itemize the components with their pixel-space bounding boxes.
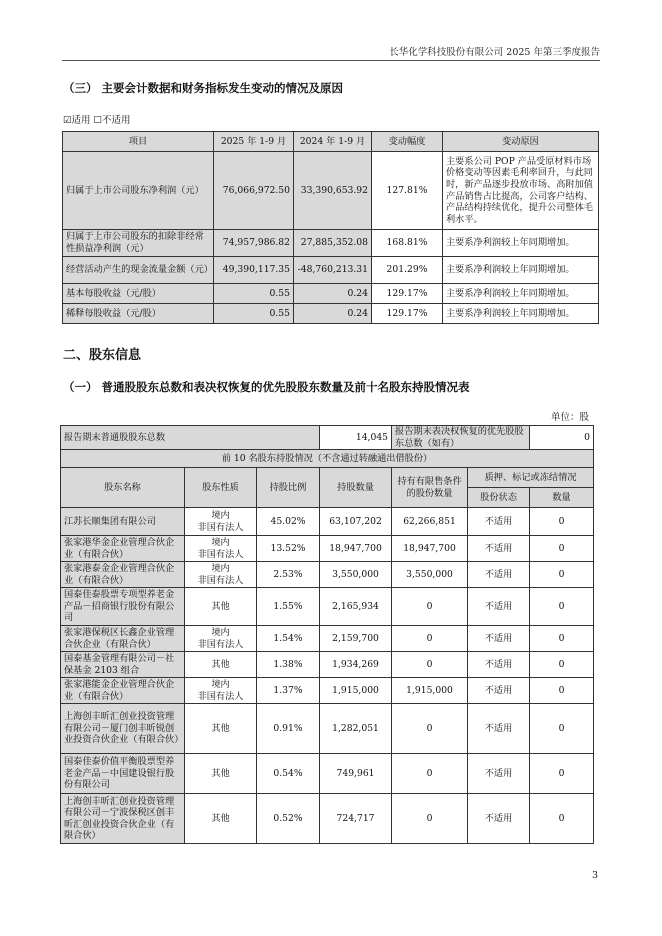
change-rate: 168.81%: [372, 230, 443, 257]
holder-restricted: 0: [392, 588, 468, 626]
total-holders-row: [61, 426, 594, 450]
holder-qty: 2,159,700: [320, 626, 392, 652]
holder-restricted: 0: [392, 626, 468, 652]
holder-restricted: 3,550,000: [392, 562, 468, 588]
header-2024: 2024 年 1-9 月: [294, 132, 372, 152]
table-row: [61, 508, 594, 536]
value-2025: 0.55: [214, 284, 294, 304]
holder-name: 上海创丰昕汇创业投资管理有限公司－宁波保税区创丰昕汇创业投资合伙企业（有限合伙）: [61, 794, 185, 844]
row-label: 归属于上市公司股东的扣除非经常性损益净利润（元）: [63, 230, 214, 257]
holder-pledge-status: 不适用: [468, 754, 530, 794]
holder-pledge-count: 0: [530, 626, 594, 652]
table-row: [63, 152, 599, 230]
holder-nature: 其他: [185, 704, 257, 754]
header-name: 股东名称: [61, 468, 185, 508]
table-row: [61, 704, 594, 754]
holder-ratio: 45.02%: [257, 508, 320, 536]
holder-name: 张家港保税区长鑫企业管理合伙企业（有限合伙）: [61, 626, 185, 652]
holder-nature: 其他: [185, 754, 257, 794]
holder-name: 张家港泰金企业管理合伙企业（有限合伙）: [61, 562, 185, 588]
header-qty: 持股数量: [320, 468, 392, 508]
header-ratio: 持股比例: [257, 468, 320, 508]
page-number: 3: [591, 870, 598, 881]
holder-qty: 3,550,000: [320, 562, 392, 588]
header-2025: 2025 年 1-9 月: [214, 132, 294, 152]
change-rate: 129.17%: [372, 284, 443, 304]
holder-restricted: 18,947,700: [392, 536, 468, 562]
holder-pledge-status: 不适用: [468, 626, 530, 652]
value-2024: 0.24: [294, 304, 372, 324]
holder-pledge-status: 不适用: [468, 678, 530, 704]
top10-title: 前 10 名股东持股情况（不含通过转融通出借股份）: [61, 450, 594, 468]
change-reason: 主要系净利润较上年同期增加。: [443, 304, 599, 324]
holder-pledge-count: 0: [530, 508, 594, 536]
change-rate: 201.29%: [372, 257, 443, 284]
holder-pledge-count: 0: [530, 536, 594, 562]
holder-pledge-count: 0: [530, 562, 594, 588]
row-label: 归属于上市公司股东净利润（元）: [63, 152, 214, 230]
holder-restricted: 1,915,000: [392, 678, 468, 704]
holder-name: 上海创丰昕汇创业投资管理有限公司－厦门创丰昕锐创业投资合伙企业（有限合伙）: [61, 704, 185, 754]
table-row: [61, 794, 594, 844]
total-holders-label: 报告期末普通股股东总数: [61, 426, 320, 450]
holder-restricted: 0: [392, 652, 468, 678]
value-2024: 33,390,653.92: [294, 152, 372, 230]
holder-ratio: 2.53%: [257, 562, 320, 588]
header-count: 数量: [530, 488, 594, 508]
holder-pledge-count: 0: [530, 652, 594, 678]
holder-restricted: 0: [392, 754, 468, 794]
row-label: 稀释每股收益（元/股）: [63, 304, 214, 324]
holder-name: 张家港华金企业管理合伙企业（有限合伙）: [61, 536, 185, 562]
holder-nature: 境内 非国有法人: [185, 678, 257, 704]
shareholders-table: [60, 425, 594, 844]
header-status: 股份状态: [468, 488, 530, 508]
value-2025: 74,957,986.82: [214, 230, 294, 257]
holder-qty: 2,165,934: [320, 588, 392, 626]
header-reason: 变动原因: [443, 132, 599, 152]
header-row: [61, 468, 594, 488]
section-heading: 二、股东信息: [63, 348, 142, 363]
holder-nature: 境内 非国有法人: [185, 536, 257, 562]
value-2025: 0.55: [214, 304, 294, 324]
holder-pledge-count: 0: [530, 678, 594, 704]
holder-pledge-status: 不适用: [468, 562, 530, 588]
holder-ratio: 1.37%: [257, 678, 320, 704]
subsection-heading: （一） 普通股股东总数和表决权恢复的优先股股东数量及前十名股东持股情况表: [63, 380, 470, 394]
header-item: 项目: [63, 132, 214, 152]
holder-name: 江苏长顺集团有限公司: [61, 508, 185, 536]
holder-ratio: 1.38%: [257, 652, 320, 678]
header-pledge: 质押、标记或冻结情况: [468, 468, 594, 488]
change-reason: 主要系净利润较上年同期增加。: [443, 284, 599, 304]
holder-qty: 1,934,269: [320, 652, 392, 678]
table-row: [63, 284, 599, 304]
table-row: [63, 304, 599, 324]
section-title: （三） 主要会计数据和财务指标发生变动的情况及原因: [63, 81, 344, 95]
header-restricted: 持有有限售条件的股份数量: [392, 468, 468, 508]
change-rate: 129.17%: [372, 304, 443, 324]
holder-qty: 1,915,000: [320, 678, 392, 704]
pref-holders-label: 报告期末表决权恢复的优先股股东总数（如有）: [392, 426, 530, 450]
table-row: [63, 257, 599, 284]
holder-pledge-status: 不适用: [468, 508, 530, 536]
table-row: [63, 230, 599, 257]
holder-pledge-count: 0: [530, 794, 594, 844]
change-reason: 主要系公司 POP 产品受原材料市场价格变动等因素毛利率回升，与此同时，新产品逐步投放市场、高附加值产品销售占比提高，公司客户结构、产品结构持续优化，提升公司整体毛利水平。: [443, 152, 599, 230]
change-reason: 主要系净利润较上年同期增加。: [443, 257, 599, 284]
holder-pledge-status: 不适用: [468, 588, 530, 626]
holder-pledge-status: 不适用: [468, 794, 530, 844]
table-row: [61, 652, 594, 678]
header-divider: [62, 60, 600, 61]
holder-nature: 其他: [185, 652, 257, 678]
holder-nature: 境内 非国有法人: [185, 626, 257, 652]
holder-nature: 境内 非国有法人: [185, 562, 257, 588]
holder-restricted: 0: [392, 704, 468, 754]
holder-ratio: 0.91%: [257, 704, 320, 754]
holder-pledge-count: 0: [530, 704, 594, 754]
holder-qty: 749,961: [320, 754, 392, 794]
value-2025: 49,390,117.35: [214, 257, 294, 284]
holder-ratio: 1.55%: [257, 588, 320, 626]
holder-ratio: 1.54%: [257, 626, 320, 652]
pref-holders-value: 0: [530, 426, 594, 450]
holder-pledge-count: 0: [530, 754, 594, 794]
row-label: 经营活动产生的现金流量金额（元）: [63, 257, 214, 284]
value-2024: -48,760,213.31: [294, 257, 372, 284]
holder-ratio: 0.52%: [257, 794, 320, 844]
row-label: 基本每股收益（元/股）: [63, 284, 214, 304]
top10-title-row: [61, 450, 594, 468]
running-header: 长华化学科技股份有限公司 2025 年第三季度报告: [389, 47, 600, 58]
holder-pledge-count: 0: [530, 588, 594, 626]
total-holders-value: 14,045: [320, 426, 392, 450]
table-header-row: [63, 132, 599, 152]
value-2025: 76,066,972.50: [214, 152, 294, 230]
holder-name: 国泰佳泰价值平衡股票型养老金产品－中国建设银行股份有限公司: [61, 754, 185, 794]
value-2024: 0.24: [294, 284, 372, 304]
holder-name: 国泰佳泰股票专项型养老金产品－招商银行股份有限公司: [61, 588, 185, 626]
financial-changes-table: [62, 131, 599, 324]
holder-name: 国泰基金管理有限公司－社保基金 2103 组合: [61, 652, 185, 678]
unit-label: 单位：股: [550, 412, 589, 423]
holder-name: 张家港能金企业管理合伙企业（有限合伙）: [61, 678, 185, 704]
table-row: [61, 754, 594, 794]
holder-ratio: 13.52%: [257, 536, 320, 562]
holder-pledge-status: 不适用: [468, 704, 530, 754]
holder-qty: 724,717: [320, 794, 392, 844]
holder-pledge-status: 不适用: [468, 536, 530, 562]
holder-ratio: 0.54%: [257, 754, 320, 794]
table-row: [61, 626, 594, 652]
change-rate: 127.81%: [372, 152, 443, 230]
holder-nature: 其他: [185, 794, 257, 844]
header-nature: 股东性质: [185, 468, 257, 508]
table-row: [61, 588, 594, 626]
holder-restricted: 62,266,851: [392, 508, 468, 536]
header-change: 变动幅度: [372, 132, 443, 152]
value-2024: 27,885,352.08: [294, 230, 372, 257]
table-row: [61, 536, 594, 562]
holder-qty: 1,282,051: [320, 704, 392, 754]
holder-nature: 境内 非国有法人: [185, 508, 257, 536]
table-row: [61, 562, 594, 588]
holder-nature: 其他: [185, 588, 257, 626]
change-reason: 主要系净利润较上年同期增加。: [443, 230, 599, 257]
holder-qty: 63,107,202: [320, 508, 392, 536]
holder-restricted: 0: [392, 794, 468, 844]
table-row: [61, 678, 594, 704]
applicable-indicator: ☑适用 ☐不适用: [63, 115, 131, 126]
holder-pledge-status: 不适用: [468, 652, 530, 678]
holder-qty: 18,947,700: [320, 536, 392, 562]
